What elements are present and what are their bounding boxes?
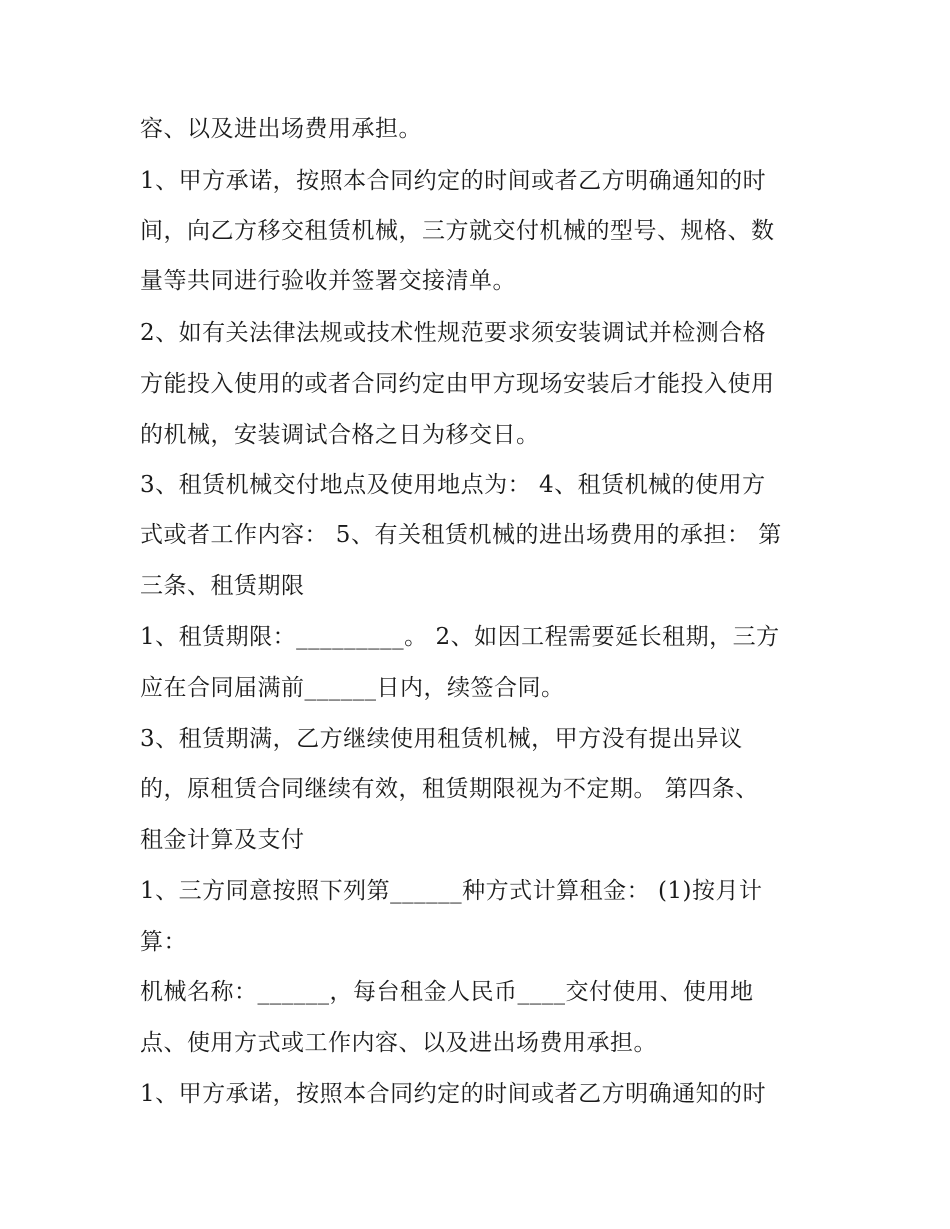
text-line-18: 机械名称：______，每台租金人民币____交付使用、使用地	[140, 979, 754, 1005]
text-line-3: 间，向乙方移交租赁机械，三方就交付机械的型号、规格、数	[140, 218, 775, 244]
text-line-13: 3、租赁期满，乙方继续使用租赁机械，甲方没有提出异议	[140, 726, 743, 752]
text-line-20: 1、甲方承诺，按照本合同约定的时间或者乙方明确通知的时	[140, 1081, 767, 1107]
text-line-7: 的机械，安装调试合格之日为移交日。	[140, 422, 540, 448]
text-line-9: 式或者工作内容： 5、有关租赁机械的进出场费用的承担： 第	[140, 522, 782, 548]
text-line-8: 3、租赁机械交付地点及使用地点为： 4、租赁机械的使用方	[140, 472, 766, 498]
text-line-11: 1、租赁期限：_________。 2、如因工程需要延长租期，三方	[140, 624, 780, 650]
text-line-2: 1、甲方承诺，按照本合同约定的时间或者乙方明确通知的时	[140, 168, 767, 194]
text-line-17: 算：	[140, 929, 187, 955]
text-line-4: 量等共同进行验收并签署交接清单。	[140, 268, 516, 294]
text-line-15: 租金计算及支付	[140, 827, 305, 853]
text-line-5: 2、如有关法律法规或技术性规范要求须安装调试并检测合格	[140, 320, 767, 346]
text-line-10: 三条、租赁期限	[140, 573, 305, 599]
text-line-6: 方能投入使用的或者合同约定由甲方现场安装后才能投入使用	[140, 371, 775, 397]
text-line-12: 应在合同届满前______日内，续签合同。	[140, 675, 565, 701]
text-line-19: 点、使用方式或工作内容、以及进出场费用承担。	[140, 1030, 657, 1056]
text-line-16: 1、三方同意按照下列第______种方式计算租金： (1)按月计	[140, 878, 763, 904]
text-line-14: 的，原租赁合同继续有效，租赁期限视为不定期。 第四条、	[140, 776, 759, 802]
text-line-1: 容、以及进出场费用承担。	[140, 116, 422, 142]
